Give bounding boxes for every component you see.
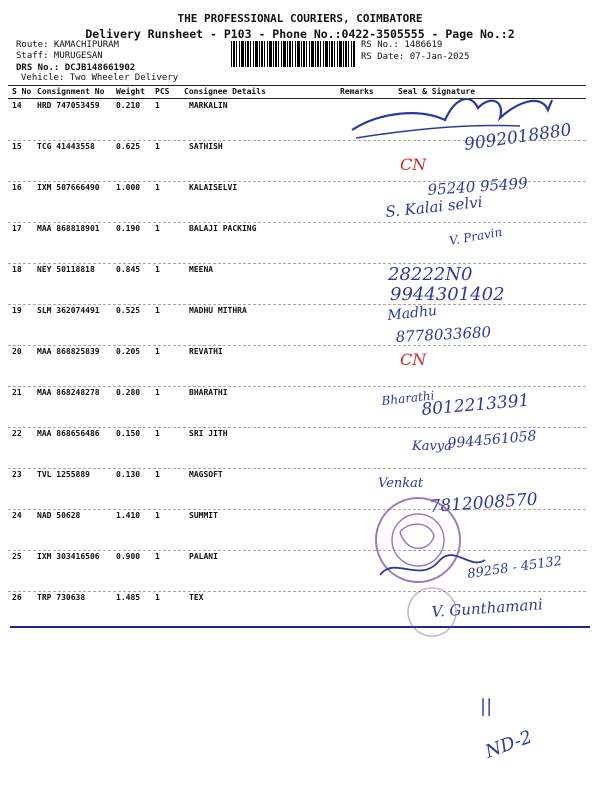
runsheet-title: Delivery Runsheet - P103 - Phone No.:0422-3505555 - Page No.:2 [85,27,515,41]
row-sno: 21 [12,388,22,397]
row-sno: 14 [12,101,22,110]
row-pcs: 1 [155,183,160,192]
row-weight: 0.900 [116,552,141,561]
row-consignee: KALAISELVI [189,183,238,192]
company-title: THE PROFESSIONAL COURIERS, COIMBATORE [177,12,423,25]
row-sno: 23 [12,470,22,479]
row-pcs: 1 [155,470,160,479]
row-consignee: SRI JITH [189,429,228,438]
row-consignment: IXM 303416506 [37,552,100,561]
handwritten-signature-row22: Kavya [412,439,452,454]
row-weight: 0.190 [116,224,141,233]
route-label: Route: KAMACHIPURAM [16,40,119,50]
row-consignment: TVL 1255889 [37,470,90,479]
handwritten-signature-row21: Bharathi [380,388,436,408]
handwritten-signature-row16: S. Kalai selvi [384,192,484,221]
col-pcs: PCS [155,87,170,96]
handwritten-note-footer: ND-2 [482,726,535,763]
row-consignment: MAA 868248278 [37,388,100,397]
row-consignment: TRP 730638 [37,593,86,602]
handwritten-note-row20: CN [400,350,427,369]
row-sno: 16 [12,183,22,192]
handwritten-signature-row19: Madhu [386,302,438,324]
row-consignment: HRD 747053459 [37,101,100,110]
row-pcs: 1 [155,511,160,520]
row-weight: 0.845 [116,265,141,274]
row-consignee: SATHISH [189,142,223,151]
row-sno: 20 [12,347,22,356]
row-pcs: 1 [155,593,160,602]
row-pcs: 1 [155,142,160,151]
row-sno: 18 [12,265,22,274]
row-consignee: TEX [189,593,204,602]
row-pcs: 1 [155,224,160,233]
row-consignment: NAD 50628 [37,511,81,520]
handwritten-signature-row26: V. Gunthamani [431,595,544,621]
row-consignee: MADHU MITHRA [189,306,247,315]
row-weight: 0.205 [116,347,141,356]
row-weight: 0.210 [116,101,141,110]
handwritten-code-row18: 28222N0 [388,264,473,285]
row-sno: 24 [12,511,22,520]
staff-label: Staff: MURUGESAN [16,51,103,61]
drs-number: DRS No.: DCJB148661902 [16,63,136,73]
handwritten-signature-row17: V. Pravin [448,224,504,248]
col-remarks: Remarks [340,87,374,96]
row-pcs: 1 [155,306,160,315]
handwritten-phone-row22: 9944561058 [446,428,538,452]
row-sno: 22 [12,429,22,438]
handwritten-phone-row16: 95240 95499 [427,174,529,199]
col-weight: Weight [116,87,145,96]
row-sno: 19 [12,306,22,315]
rs-number: RS No.: 1486619 [361,40,443,50]
row-consignment: MAA 868818901 [37,224,100,233]
handwritten-phone-row14: 9092018880 [462,120,573,155]
row-sno: 15 [12,142,22,151]
handwritten-mark-footer: || [480,696,493,717]
handwritten-phone-row19: 8778033680 [395,323,492,346]
row-pcs: 1 [155,101,160,110]
row-weight: 1.000 [116,183,141,192]
handwritten-note-row15: CN [400,155,427,174]
vehicle-label: Vehicle: Two Wheeler Delivery [21,73,179,83]
col-consignment: Consignment No [37,87,105,96]
col-consignee: Consignee Details [184,87,266,96]
row-consignee: PALANI [189,552,218,561]
col-signature: Seal & Signature [398,87,476,96]
row-consignment: NEY 50118818 [37,265,95,274]
row-weight: 0.525 [116,306,141,315]
row-sno: 26 [12,593,22,602]
col-sno: S No [12,87,32,96]
row-pcs: 1 [155,347,160,356]
row-pcs: 1 [155,429,160,438]
handwritten-phone-row23: 7812008570 [428,489,539,517]
handwritten-phone-row18: 9944301402 [390,284,505,305]
row-consignee: MEENA [189,265,214,274]
row-consignment: SLM 362074491 [37,306,100,315]
rs-date: RS Date: 07-Jan-2025 [361,52,470,62]
signature-scribble-row14 [352,99,552,130]
row-consignment: MAA 868656486 [37,429,100,438]
handwritten-phone-row25: 89258 - 45132 [466,553,564,582]
row-pcs: 1 [155,265,160,274]
row-weight: 1.485 [116,593,141,602]
row-consignee: MARKALIN [189,101,228,110]
handwritten-signature-row23: Venkat [378,476,424,491]
row-weight: 0.625 [116,142,141,151]
row-sno: 25 [12,552,22,561]
row-consignee: BALAJI PACKING [189,224,257,233]
row-consignment: TCG 41443558 [37,142,95,151]
row-consignee: BHARATHI [189,388,228,397]
row-consignment: IXM 507666490 [37,183,100,192]
row-consignee: MAGSOFT [189,470,223,479]
row-weight: 0.130 [116,470,141,479]
row-weight: 1.410 [116,511,141,520]
row-weight: 0.150 [116,429,141,438]
row-weight: 0.280 [116,388,141,397]
row-pcs: 1 [155,388,160,397]
row-consignee: SUMMIT [189,511,218,520]
row-pcs: 1 [155,552,160,561]
row-consignee: REVATHI [189,347,223,356]
row-consignment: MAA 868825839 [37,347,100,356]
handwritten-phone-row21: 8012213391 [420,390,531,420]
row-sno: 17 [12,224,22,233]
